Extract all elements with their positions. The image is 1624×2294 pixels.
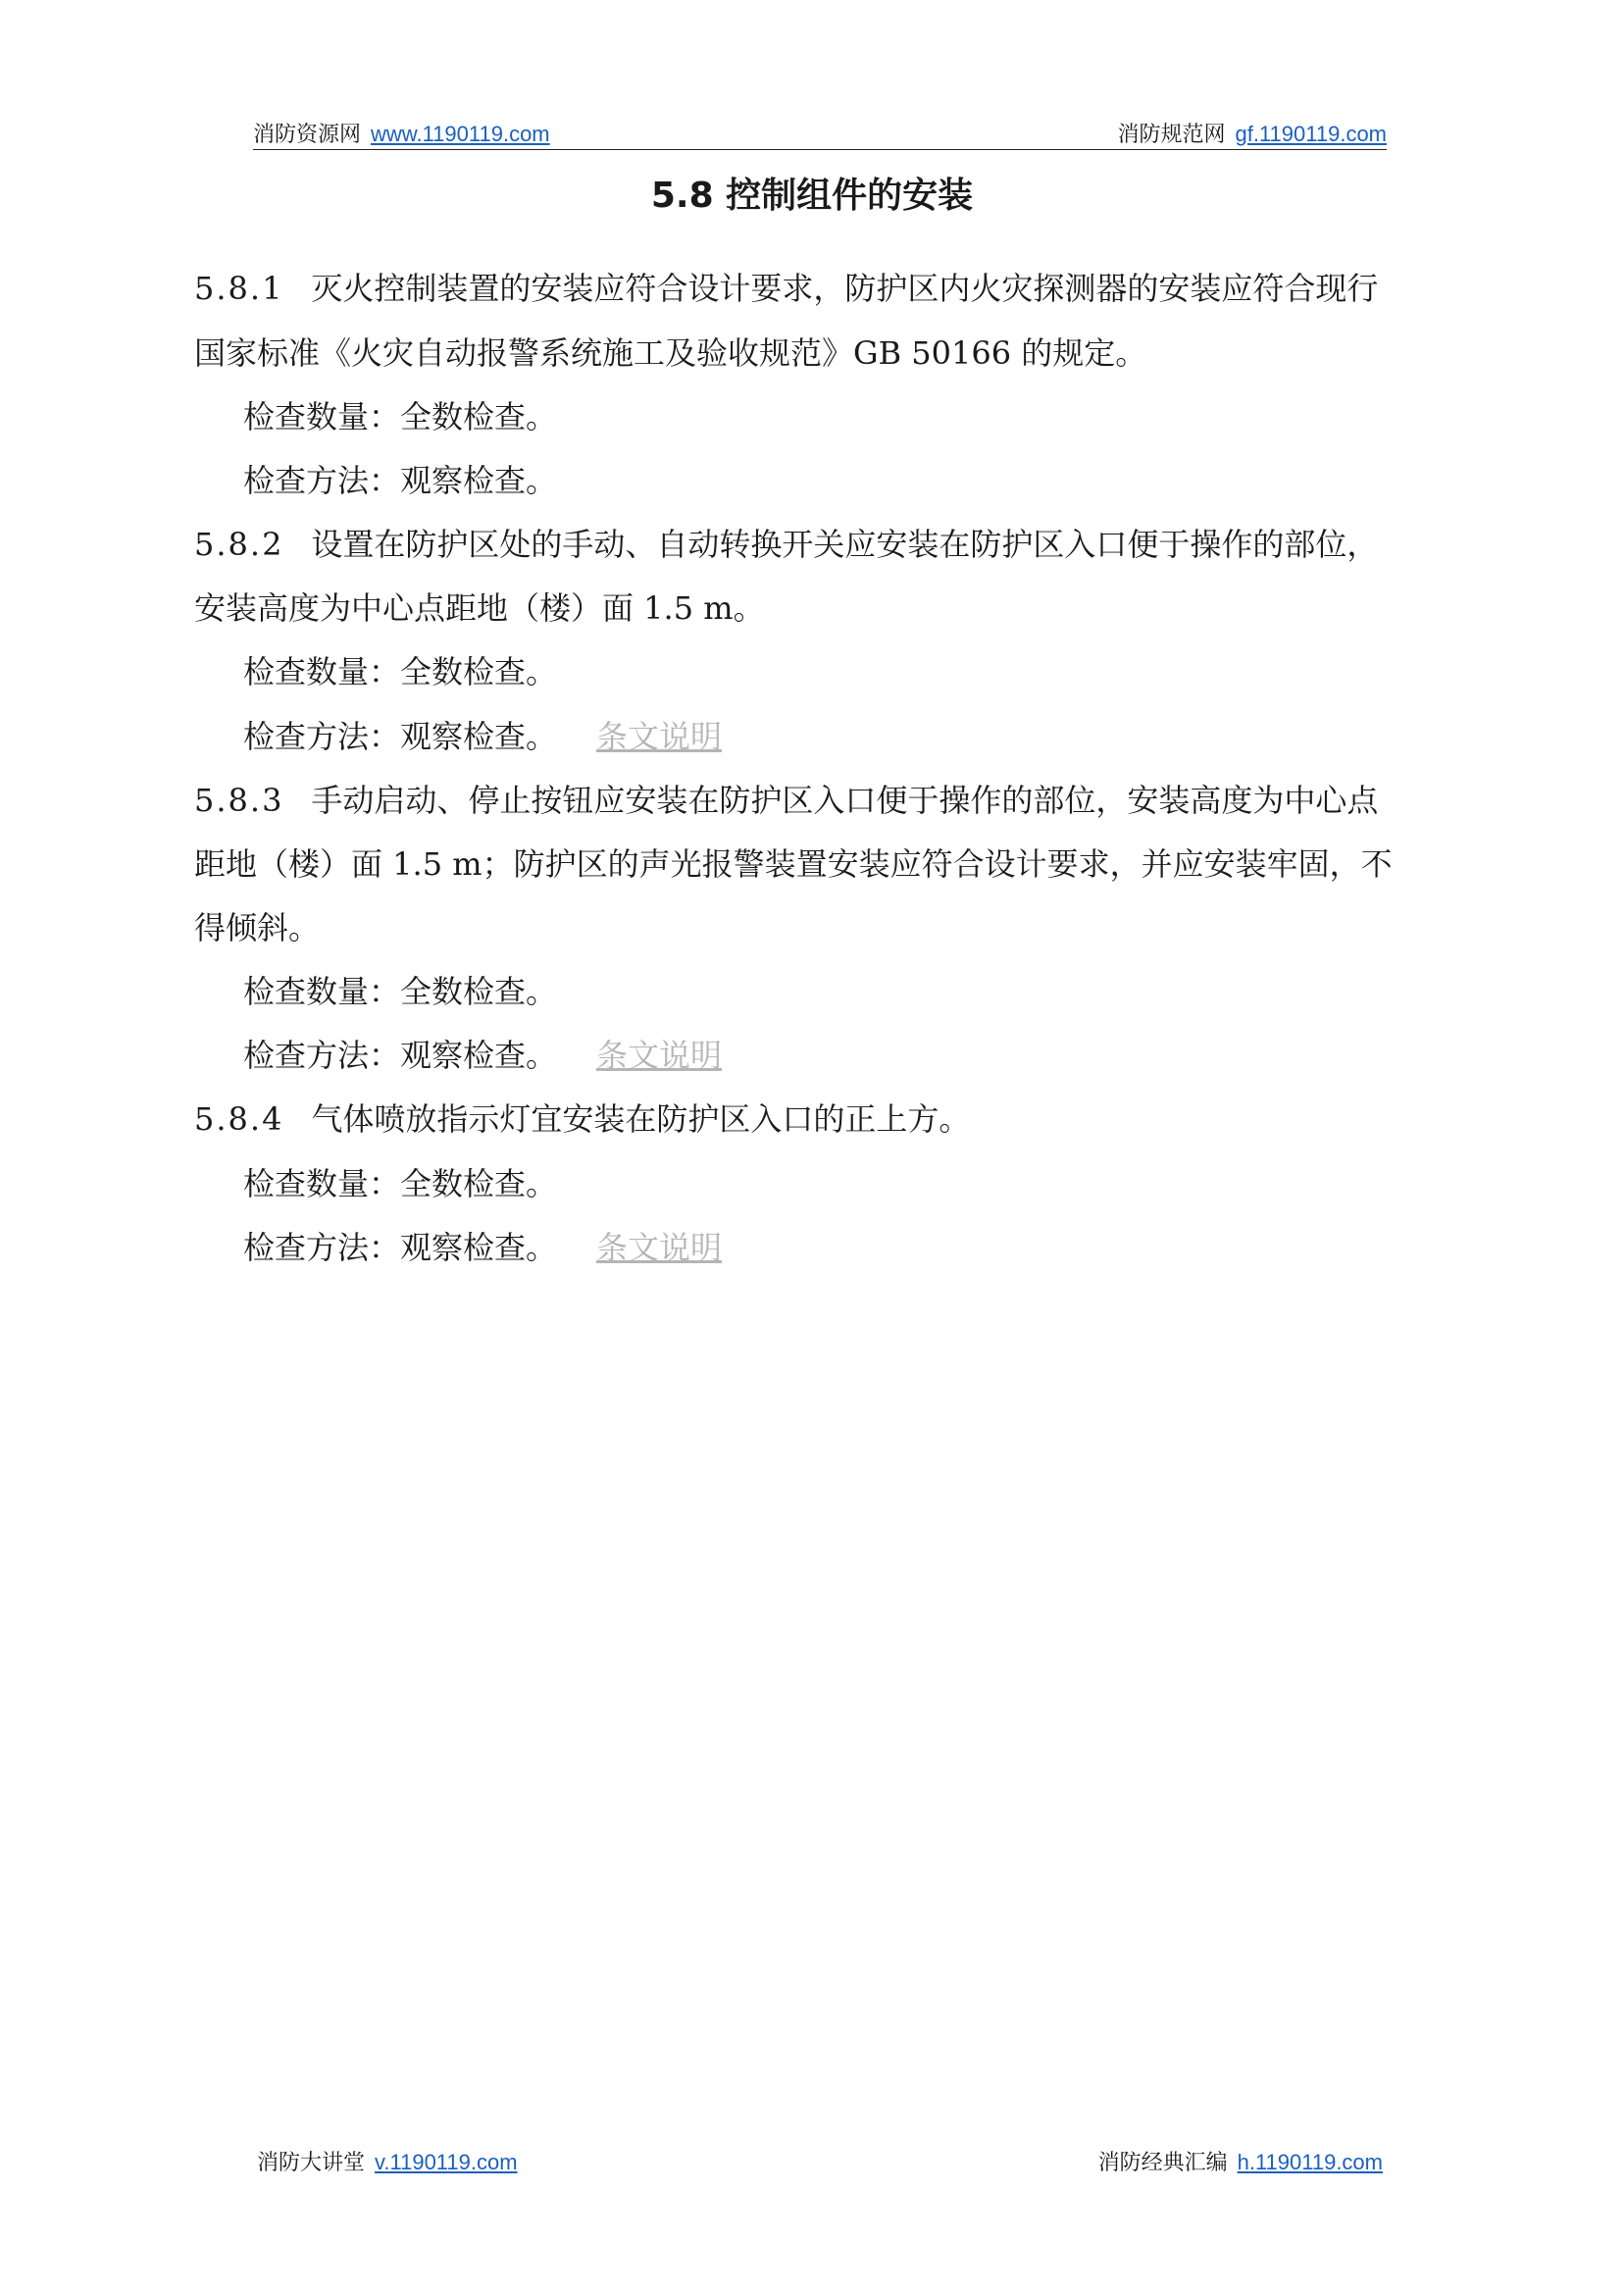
header-right-link[interactable]: gf.1190119.com — [1235, 122, 1387, 146]
header-left — [253, 120, 550, 150]
header-left-site-name: 消防资源网 — [253, 123, 362, 147]
inspection-quantity: 检查数量：全数检查。 — [243, 653, 558, 690]
inspection-method: 检查方法：观察检查。 — [243, 718, 558, 755]
footer-left — [257, 2148, 518, 2178]
clause-5-8-3-first-line — [194, 781, 1378, 820]
inspection-method-row — [243, 1036, 722, 1075]
inspection-quantity: 检查数量：全数检查。 — [243, 973, 558, 1010]
clause-explanation-link[interactable]: 条文说明 — [596, 718, 723, 755]
inspection-method-row — [243, 717, 722, 756]
clause-5-8-4-first-line — [194, 1099, 970, 1139]
inspection-method: 检查方法：观察检查。 — [243, 1037, 558, 1074]
clause-number: 5.8.2 — [194, 526, 284, 563]
footer-right-site-name: 消防经典汇编 — [1097, 2151, 1228, 2175]
inspection-quantity: 检查数量：全数检查。 — [243, 1165, 558, 1202]
clause-number: 5.8.4 — [194, 1100, 284, 1138]
clause-explanation-link[interactable]: 条文说明 — [596, 1037, 723, 1074]
clause-5-8-2-first-line — [194, 525, 1378, 564]
clause-text: 灭火控制装置的安装应符合设计要求，防护区内火灾探测器的安装应符合现行 — [311, 270, 1379, 307]
clause-5-8-2-line-2: 安装高度为中心点距地（楼）面 1.5 m。 — [194, 589, 765, 627]
header-right — [1117, 120, 1387, 150]
footer-left-site-name: 消防大讲堂 — [257, 2151, 366, 2175]
page-header — [253, 120, 1387, 150]
inspection-method: 检查方法：观察检查。 — [243, 1229, 558, 1266]
header-left-link[interactable]: www.1190119.com — [371, 122, 550, 146]
clause-number: 5.8.1 — [194, 270, 284, 307]
clause-text: 设置在防护区处的手动、自动转换开关应安装在防护区入口便于操作的部位， — [311, 526, 1379, 563]
footer-right-link[interactable]: h.1190119.com — [1237, 2150, 1383, 2174]
clause-number: 5.8.3 — [194, 782, 284, 819]
header-right-site-name: 消防规范网 — [1117, 123, 1226, 147]
inspection-method-row — [243, 1228, 722, 1267]
footer-right — [1098, 2148, 1383, 2178]
clause-5-8-3-line-3: 得倾斜。 — [194, 909, 321, 946]
inspection-method: 检查方法：观察检查。 — [243, 462, 558, 499]
clause-5-8-3-line-2: 距地（楼）面 1.5 m；防护区的声光报警装置安装应符合设计要求，并应安装牢固，不 — [194, 845, 1393, 883]
inspection-quantity: 检查数量：全数检查。 — [243, 398, 558, 435]
clause-text: 气体喷放指示灯宜安装在防护区入口的正上方。 — [311, 1100, 971, 1138]
clause-text: 手动启动、停止按钮应安装在防护区入口便于操作的部位，安装高度为中心点 — [311, 782, 1379, 819]
clause-5-8-1-first-line — [194, 269, 1378, 308]
clause-5-8-1-line-2: 国家标准《火灾自动报警系统施工及验收规范》GB 50166 的规定。 — [194, 334, 1147, 372]
section-title: 5.8 控制组件的安装 — [650, 176, 974, 216]
clause-explanation-link[interactable]: 条文说明 — [596, 1229, 723, 1266]
footer-left-link[interactable]: v.1190119.com — [375, 2150, 518, 2174]
